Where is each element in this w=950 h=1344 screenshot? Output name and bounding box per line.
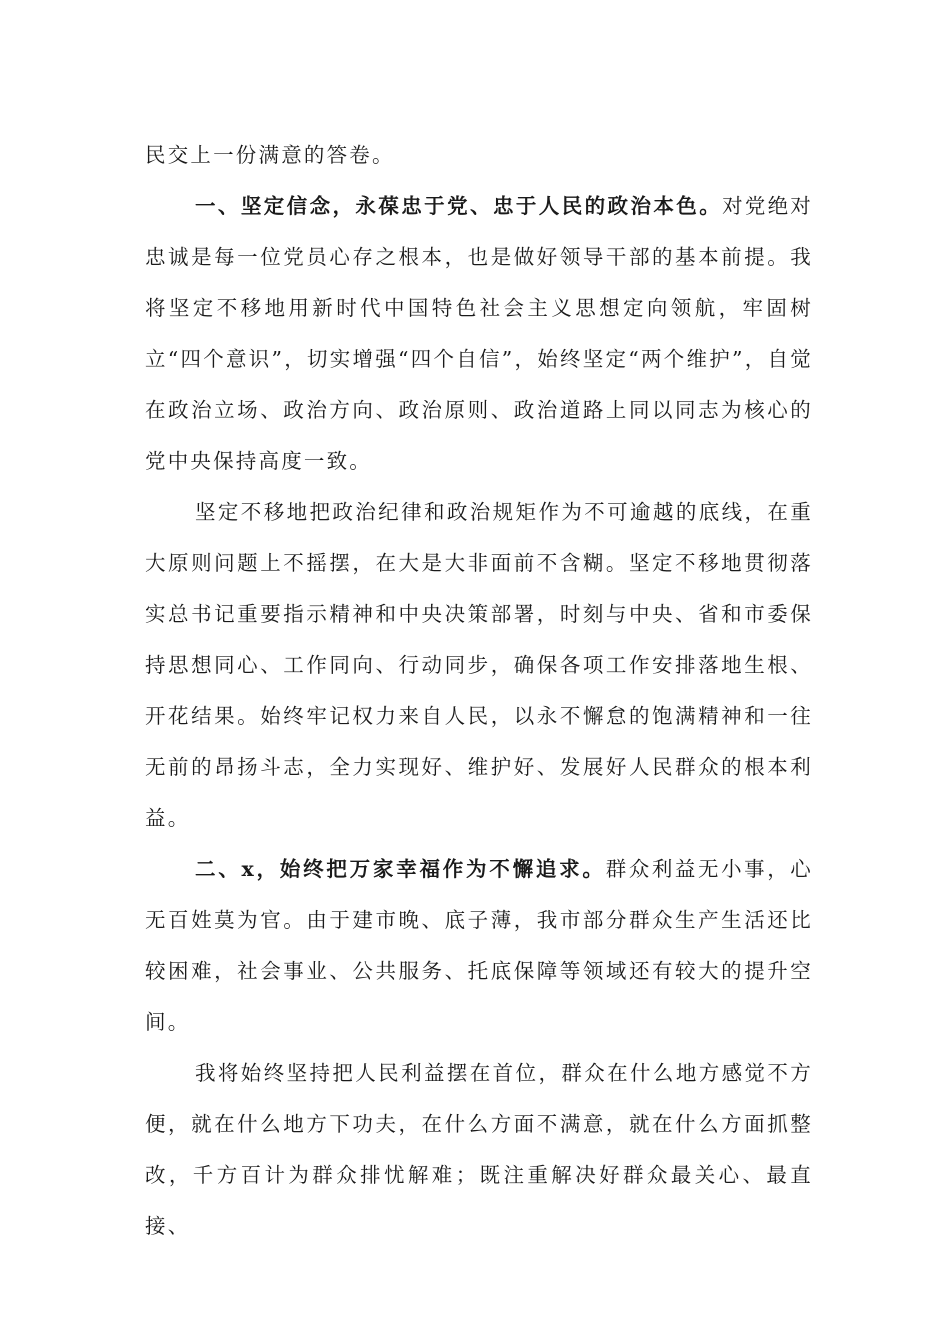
paragraph-section-two [145, 844, 813, 1048]
paragraph-body [145, 487, 813, 844]
paragraph-body [145, 1048, 813, 1252]
paragraph-text: 民交上一份满意的答卷。 [145, 143, 395, 167]
paragraph-text: 对党绝对忠诚是每一位党员心存之根本，也是做好领导干部的基本前提。我将坚定不移地用新时代中国特色社会主义思想定向领航，牢固树立“四个意识”，切实增强“四个自信”，始终坚定“两个维护”，自觉在政治立场、政治方向、政治原则、政治道路上同以同志为核心的党中央保持高度一致。 [145, 194, 813, 473]
paragraph-section-one [145, 181, 813, 487]
paragraph-continuation [145, 130, 813, 181]
section-heading: 一、坚定信念，永葆忠于党、忠于人民的政治本色。 [195, 194, 723, 218]
paragraph-text: 我将始终坚持把人民利益摆在首位，群众在什么地方感觉不方便，就在什么地方下功夫，在什么方面不满意，就在什么方面抓整改，千方百计为群众排忧解难；既注重解决好群众最关心、最直接、 [145, 1061, 813, 1238]
section-heading: 二、x，始终把万家幸福作为不懈追求。 [195, 857, 606, 881]
document-body [145, 130, 813, 1252]
paragraph-text: 群众利益无小事，心无百姓莫为官。由于建市晚、底子薄，我市部分群众生产生活还比较困难，社会事业、公共服务、托底保障等领域还有较大的提升空间。 [145, 857, 813, 1034]
paragraph-text: 坚定不移地把政治纪律和政治规矩作为不可逾越的底线，在重大原则问题上不摇摆，在大是大非面前不含糊。坚定不移地贯彻落实总书记重要指示精神和中央决策部署，时刻与中央、省和市委保持思想同心、工作同向、行动同步，确保各项工作安排落地生根、开花结果。始终牢记权力来自人民，以永不懈怠的饱满精神和一往无前的昂扬斗志，全力实现好、维护好、发展好人民群众的根本利益。 [145, 500, 813, 830]
